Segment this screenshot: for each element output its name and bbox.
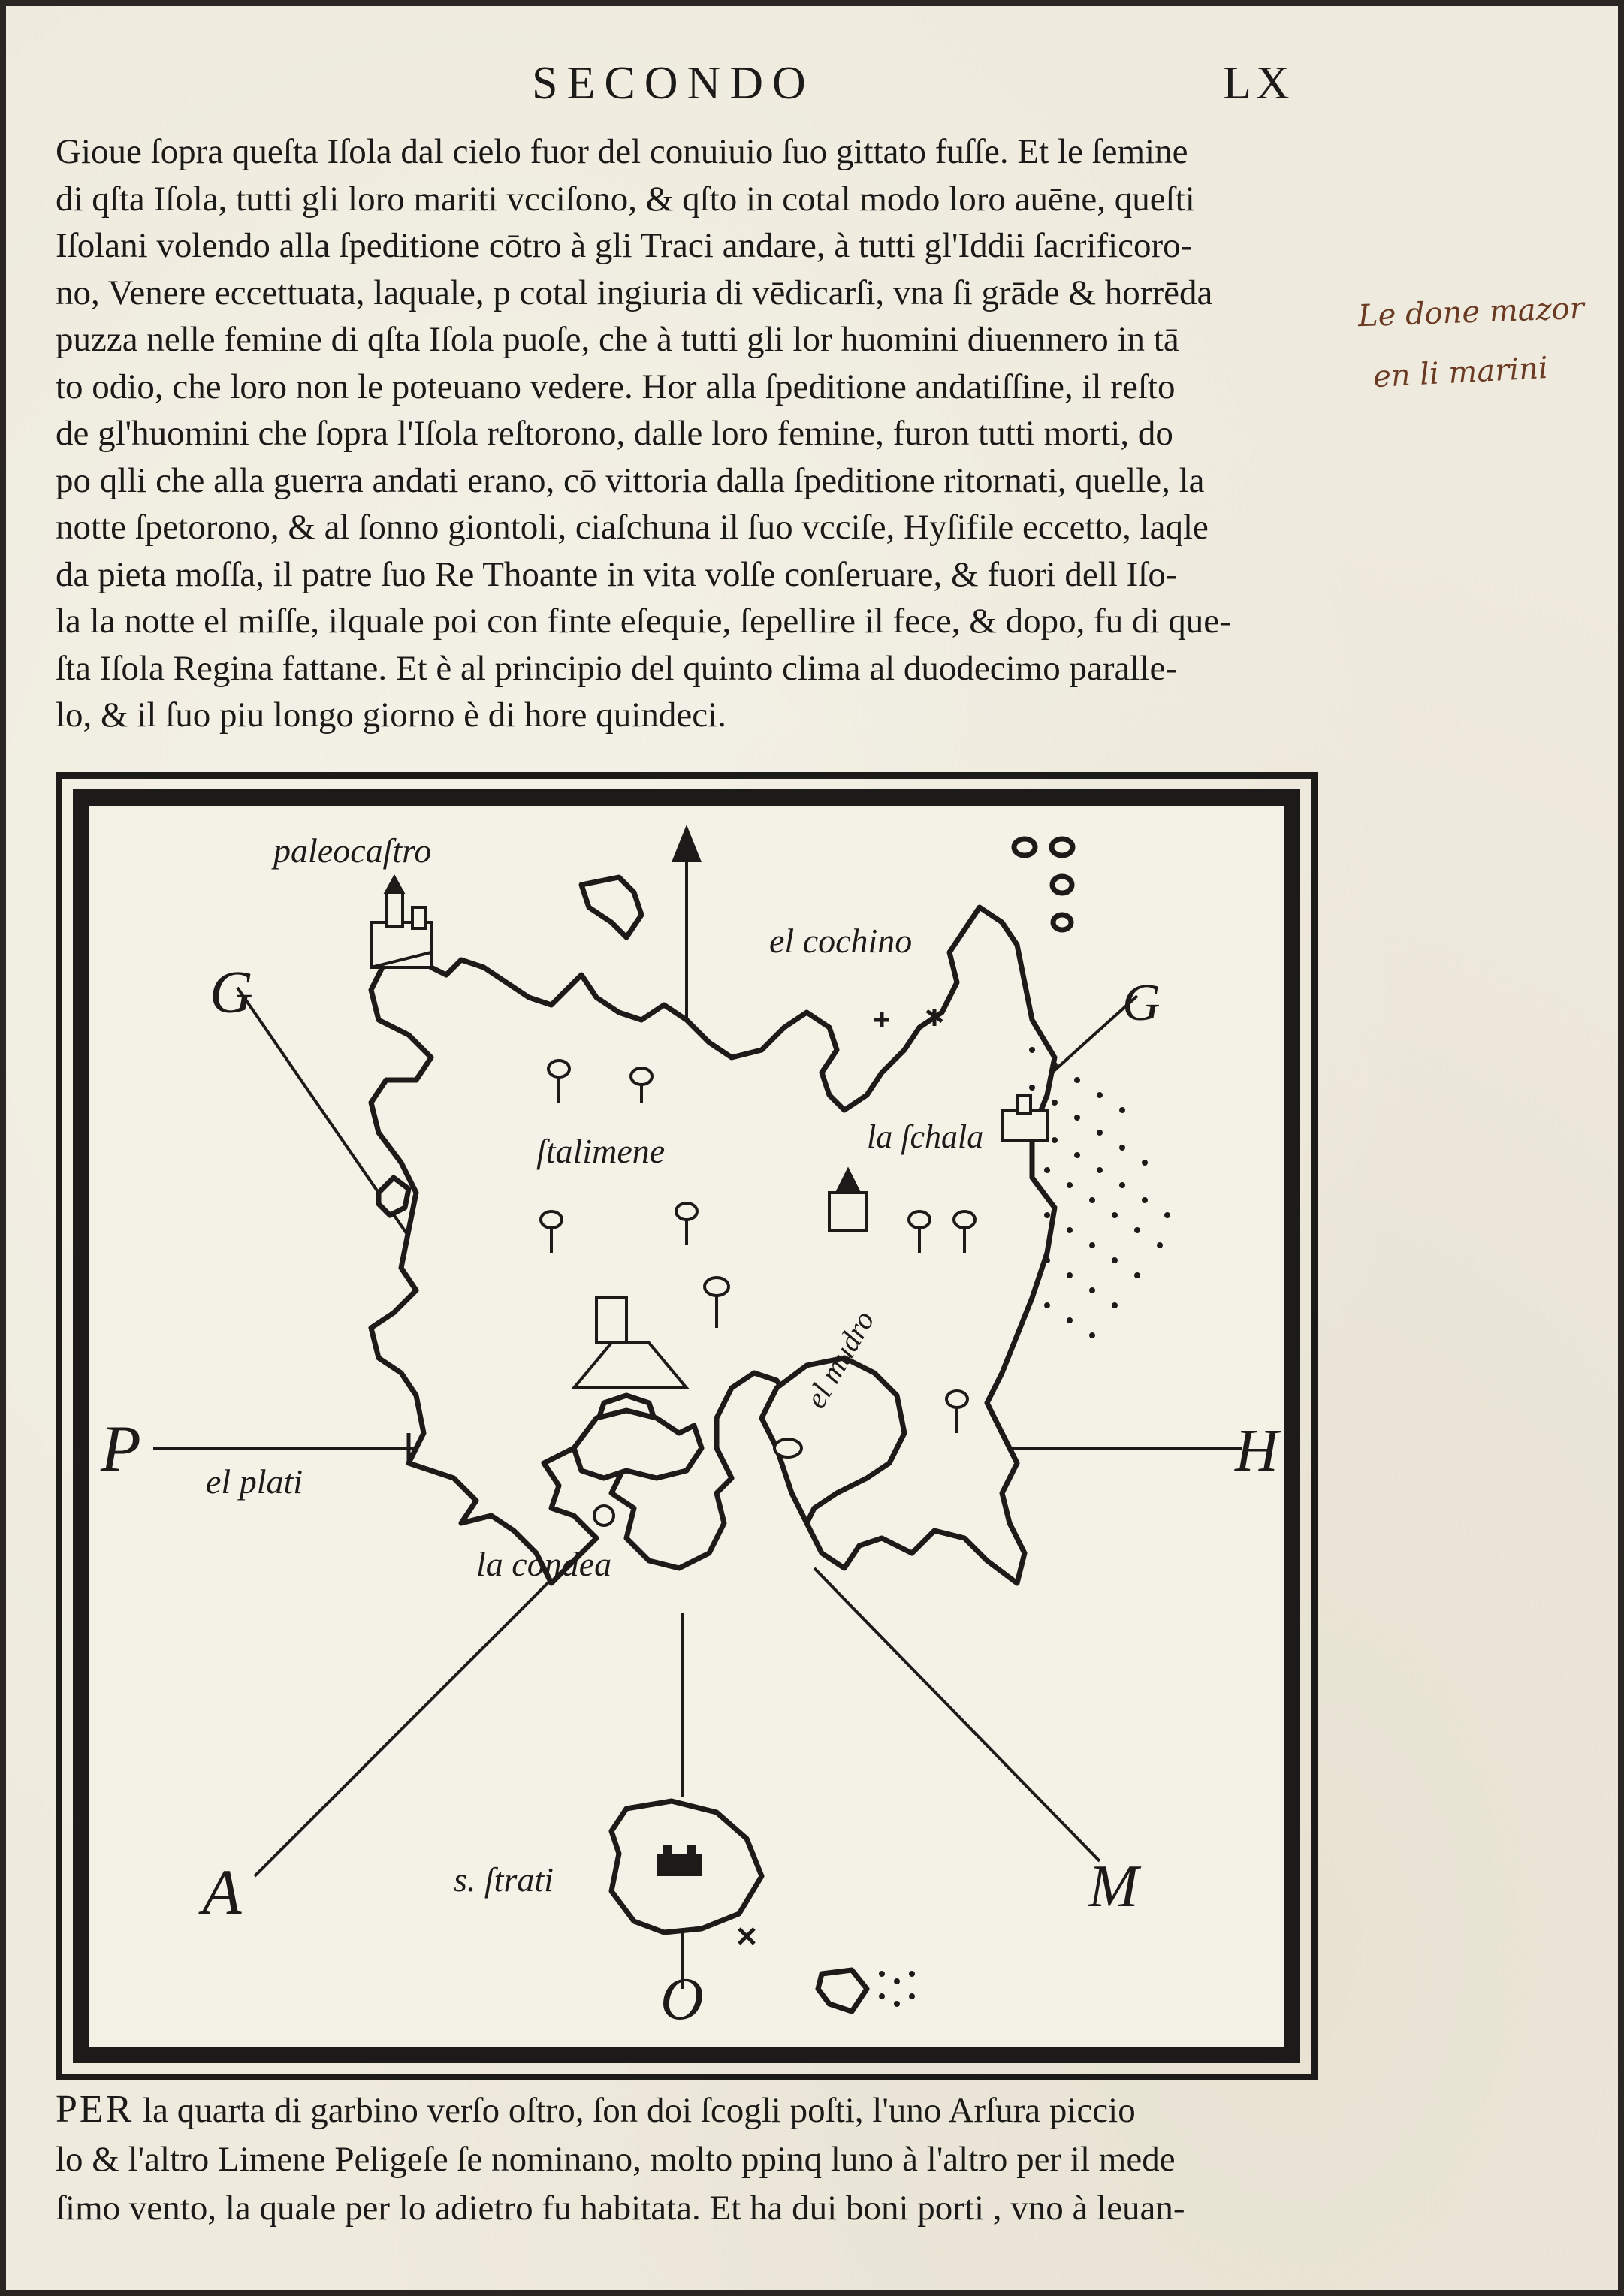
rock [1052,839,1073,855]
text-line: to odio, che loro non le poteuano vedere. Hor alla ſpeditione andatiſſine, il reſto [56,367,1176,406]
wind-letter-nw: G [210,960,253,1026]
text-line: no, Venere eccettuata, laquale, p cotal ingiuria di vēdicarſi, vna ſi grāde & horrēda [56,273,1213,312]
wind-letter-s: O [660,1966,704,2032]
label-mudro: el mudro [798,1305,881,1414]
initial-word: PER [56,2088,134,2131]
text-line: di qſta Iſola, tutti gli loro mariti vcciſono, & qſto in cotal modo loro auēne, queſti [56,179,1195,219]
text-line-rest: la quarta di garbino verſo oſtro, ſon doi ſcogli poſti, l'uno Arſura piccio [143,2091,1136,2130]
wind-letter-e: H [1235,1418,1278,1484]
label-plati: el plati [206,1462,303,1501]
marginal-note: en li marini [1372,350,1549,395]
folio-number: LX [1223,58,1294,109]
text-line: po qlli che alla guerra andati erano, cō vittoria dalla ſpeditione ritornati, quelle, la [56,460,1205,500]
marginal-note: Le done mazor [1357,291,1585,334]
label-schala: la ſchala [867,1118,984,1155]
woodcut-map [56,772,1318,2080]
body-text [56,128,1348,739]
wind-letter-ne: G [1122,974,1161,1032]
rock [1053,915,1071,930]
harbour-marker [774,1439,801,1457]
text-line: ſta Iſola Regina fattane. Et è al principio del quinto clima al duodecimo paralle- [56,648,1178,688]
rock [1014,839,1035,855]
wind-letter-w: P [101,1413,141,1486]
footer-text [56,2085,1348,2233]
rock [1052,876,1072,893]
text-line: lo & l'altro Limene Peligeſe ſe nominano, molto ppinq luno à l'altro per il mede [56,2140,1176,2179]
text-line: ſimo vento, la quale per lo adietro fu habitata. Et ha dui boni porti , vno à leuan- [56,2189,1185,2228]
text-line: puzza nelle femine di qſta Iſola puoſe, che à tutti gli lor huomini diuennero in tā [56,320,1179,359]
label-stalimene: ſtalimene [536,1132,666,1170]
wind-letter-sw: A [202,1856,242,1928]
text-line: notte ſpetorono, & al ſonno giontoli, ciaſchuna il ſuo vcciſe, Hyſifile eccetto, laqle [56,508,1209,547]
label-cochino: el cochino [769,922,913,960]
label-condea: la condea [476,1545,612,1583]
text-line: Iſolani volendo alla ſpeditione cōtro à gli Traci andare, à tutti gl'Iddii ſacrificoro- [56,226,1193,265]
text-line [56,2085,1348,2135]
book-page [6,6,1618,2290]
harbour-marker [594,1506,614,1525]
text-line: Gioue ſopra queſta Iſola dal cielo fuor del conuiuio ſuo gittato fuſſe. Et le ſemine [56,132,1188,171]
label-paleocastro: paleocaſtro [273,831,432,870]
wind-letter-se: M [1088,1854,1139,1920]
label-strati: s. ſtrati [454,1860,554,1899]
text-line: da pieta moſſa, il patre ſuo Re Thoante in vita volſe conſeruare, & fuori dell Iſo- [56,554,1178,594]
text-line: la la notte el miſſe, ilquale poi con finte eſequie, ſepellire il fece, & dopo, fu di que- [56,602,1231,641]
text-line: lo, & il ſuo piu longo giorno è di hore quindeci. [56,695,726,735]
text-line: de gl'huomini che ſopra l'Iſola reſtorono, dalle loro femine, furon tutti morti, do [56,414,1173,453]
running-head: SECONDO [532,58,815,109]
